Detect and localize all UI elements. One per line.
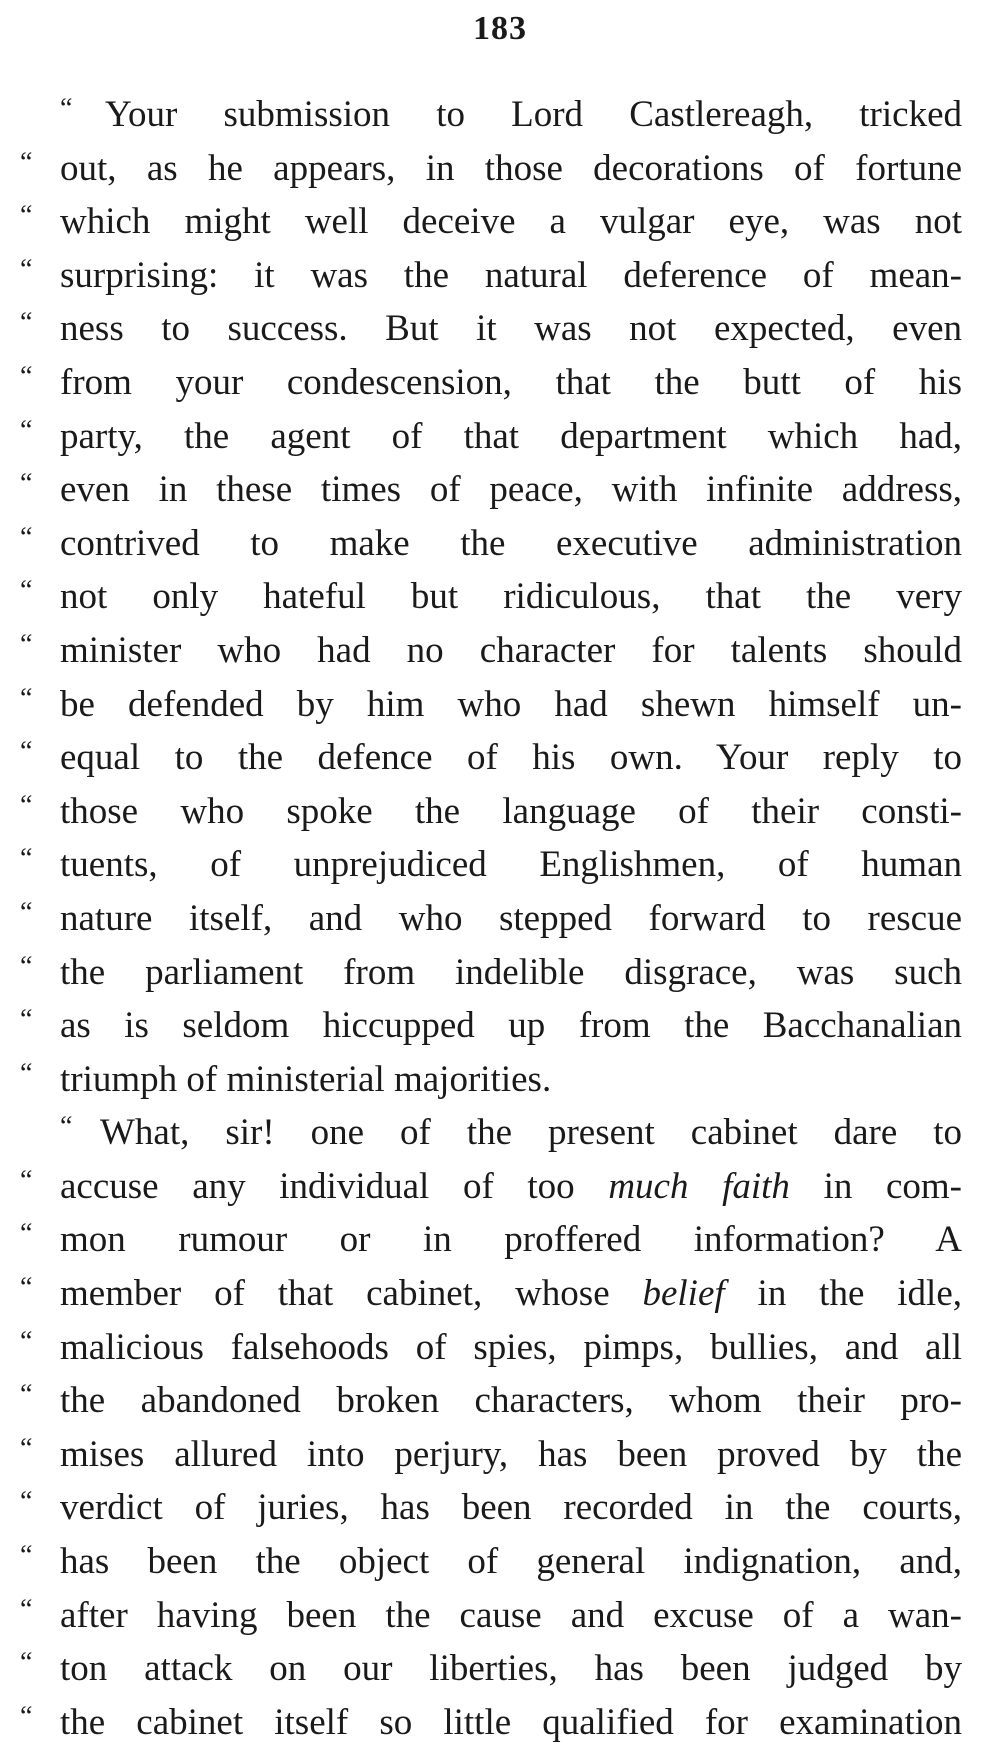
text-line — [0, 1106, 1000, 1160]
text-line — [0, 517, 1000, 571]
quote-mark: “ — [20, 736, 33, 768]
quote-mark: “ — [20, 200, 33, 232]
quote-mark: “ — [20, 1272, 33, 1304]
quote-mark: “ — [20, 468, 33, 500]
quote-mark: “ — [20, 950, 33, 982]
line-text: the abandoned broken characters, whom their pro- — [60, 1380, 962, 1422]
line-text: the cabinet itself so little qualified for examination — [60, 1701, 962, 1743]
quote-mark: “ — [20, 146, 33, 178]
text-line — [0, 249, 1000, 303]
text-line — [0, 1267, 1000, 1321]
line-text: Your submission to Lord Castlereagh, tricked — [105, 94, 962, 135]
text-line — [0, 838, 1000, 892]
line-text: as is seldom hiccupped up from the Bacchanalian — [60, 1005, 962, 1047]
line-text: verdict of juries, has been recorded in the courts, — [60, 1487, 962, 1529]
line-text: even in these times of peace, with infinite address, — [60, 469, 962, 511]
body-text — [0, 88, 1000, 1749]
quote-mark: “ — [20, 307, 33, 339]
quote-mark: “ — [20, 1593, 33, 1625]
line-text: tuents, of unprejudiced Englishmen, of human — [60, 844, 962, 886]
line-text: nature itself, and who stepped forward to rescue — [60, 897, 962, 939]
line-text: What, sir! one of the present cabinet dare to — [100, 1112, 962, 1154]
text-line — [0, 88, 1000, 142]
text-line — [0, 1374, 1000, 1428]
line-text: ness to success. But it was not expected, even — [60, 308, 962, 350]
line-text: ton attack on our liberties, has been judged by — [60, 1648, 962, 1690]
line-text: contrived to make the executive administration — [60, 522, 962, 564]
text-line — [0, 1053, 1000, 1107]
quote-mark: “ — [20, 253, 33, 285]
text-line — [0, 463, 1000, 517]
quote-mark: “ — [20, 682, 33, 714]
quote-mark: “ — [20, 1057, 33, 1089]
italic-emphasis: belief — [642, 1273, 725, 1315]
text-line — [0, 1213, 1000, 1267]
text-line — [0, 356, 1000, 410]
quote-mark: “ — [20, 1540, 33, 1572]
line-text: not only hateful but ridiculous, that the very — [60, 576, 962, 618]
quote-mark: “ — [20, 1486, 33, 1518]
text-line — [0, 195, 1000, 249]
line-text: equal to the defence of his own. Your reply to — [60, 737, 962, 779]
line-text: accuse any individual of too much faith in com- — [60, 1165, 963, 1207]
text-line — [0, 1428, 1000, 1482]
line-text: surprising: it was the natural deference of mean- — [60, 254, 962, 296]
quote-mark: “ — [20, 360, 33, 392]
text-line — [0, 678, 1000, 732]
line-text: those who spoke the language of their consti- — [60, 790, 962, 832]
text-line — [0, 302, 1000, 356]
line-text: malicious falsehoods of spies, pimps, bullies, and all — [60, 1326, 962, 1368]
line-text: party, the agent of that department which had, — [60, 415, 962, 457]
text-line — [0, 1535, 1000, 1589]
text-line — [0, 1481, 1000, 1535]
line-text: triumph of ministerial majorities. — [60, 1058, 552, 1100]
quote-mark: “ — [20, 1700, 33, 1732]
quote-mark: “ — [20, 521, 33, 553]
quote-mark: “ — [20, 414, 33, 446]
text-line — [0, 731, 1000, 785]
text-line — [0, 946, 1000, 1000]
quote-mark: “ — [20, 1164, 33, 1196]
line-text: has been the object of general indignation, and, — [60, 1541, 962, 1583]
line-text: the parliament from indelible disgrace, was such — [60, 951, 962, 993]
quote-mark: “ — [20, 1218, 33, 1250]
quote-mark: “ — [20, 843, 33, 875]
line-text: after having been the cause and excuse of a wan- — [60, 1594, 962, 1636]
text-line — [0, 624, 1000, 678]
text-line — [0, 142, 1000, 196]
text-line — [0, 1642, 1000, 1696]
line-text: be defended by him who had shewn himself un- — [60, 683, 962, 725]
line-text: out, as he appears, in those decorations of fortune — [60, 147, 962, 189]
page-number: 183 — [473, 10, 527, 47]
quote-mark: “ — [60, 1111, 73, 1143]
quote-mark: “ — [20, 628, 33, 660]
text-line — [0, 892, 1000, 946]
line-text: from your condescension, that the butt of his — [60, 361, 962, 403]
text-line — [0, 1589, 1000, 1643]
quote-mark: “ — [20, 575, 33, 607]
italic-emphasis: much faith — [608, 1165, 790, 1207]
quote-mark: “ — [20, 1325, 33, 1357]
text-line — [0, 1696, 1000, 1750]
text-line — [0, 1160, 1000, 1214]
text-line — [0, 1321, 1000, 1375]
quote-mark: “ — [20, 1432, 33, 1464]
line-text: minister who had no character for talents should — [60, 629, 962, 671]
quote-mark: “ — [20, 1379, 33, 1411]
text-line — [0, 410, 1000, 464]
line-text: which might well deceive a vulgar eye, was not — [60, 201, 962, 243]
line-text: mises allured into perjury, has been proved by the — [60, 1433, 962, 1475]
quote-mark: “ — [20, 896, 33, 928]
line-text: mon rumour or in proffered information? A — [60, 1219, 962, 1261]
quote-mark: “ — [20, 1647, 33, 1679]
quote-mark: “ — [20, 789, 33, 821]
text-line — [0, 570, 1000, 624]
text-line — [0, 785, 1000, 839]
quote-mark: “ — [60, 93, 73, 124]
quote-mark: “ — [20, 1004, 33, 1036]
line-text: member of that cabinet, whose belief in the idle, — [60, 1273, 962, 1315]
text-line — [0, 999, 1000, 1053]
